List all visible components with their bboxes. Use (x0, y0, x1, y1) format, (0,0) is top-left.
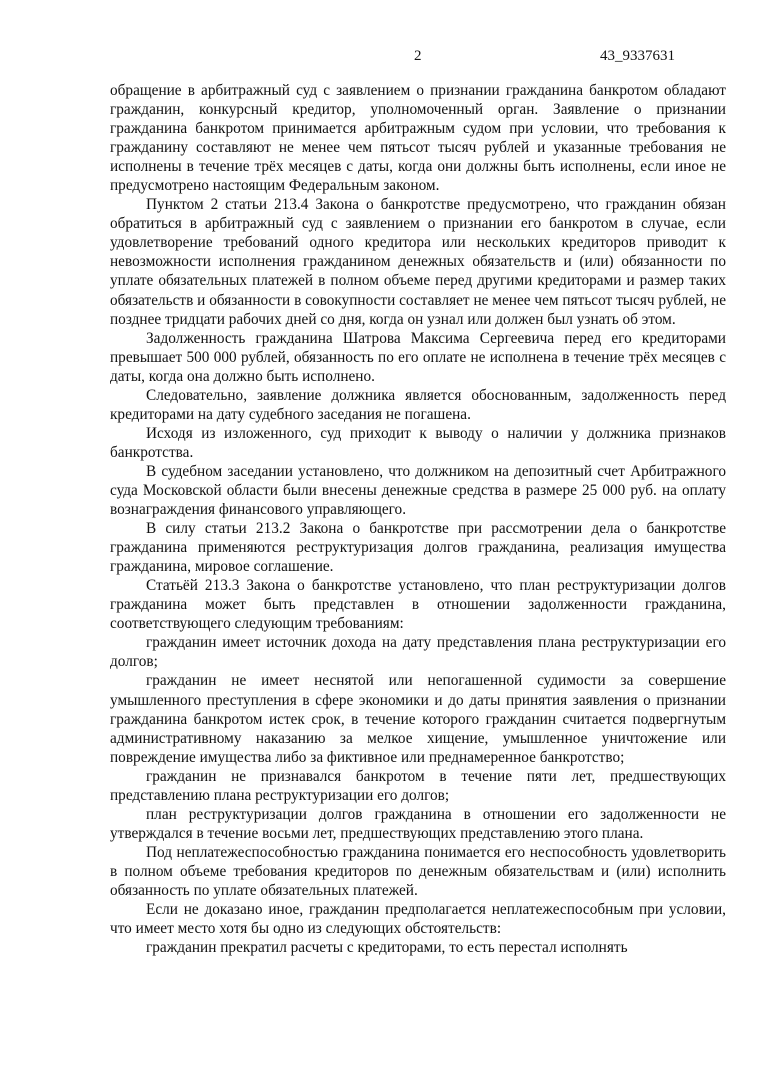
list-paragraph: гражданин не признавался банкротом в течение пяти лет, предшествующих представлению плана реструктуризации его долгов; (110, 767, 726, 804)
paragraph: Если не доказано иное, гражданин предполагается неплатежеспособным при условии, что имеет место хотя бы одно из следующих обстоятельств: (110, 901, 726, 938)
page-header (0, 46, 764, 66)
paragraph: Задолженность гражданина Шатрова Максима Сергеевича перед его кредиторами превышает 500 000 рублей, обязанность по его оплате не исполнена в течение трёх месяцев с даты, когда она должно быть исполнено. (110, 329, 726, 385)
paragraph: В судебном заседании установлено, что должником на депозитный счет Арбитражного суда Московской области были внесены денежные средства в размере 25 000 руб. на оплату вознаграждения финансового управляющего. (110, 462, 726, 519)
page-number: 2 (414, 48, 422, 64)
paragraph-truncated: гражданин прекратил расчеты с кредиторами, то есть перестал исполнять (146, 939, 628, 957)
document-body (110, 81, 726, 957)
paragraph-continued: обращение в арбитражный суд с заявлением о признании гражданина банкротом обладают гражданин, конкурсный кредитор, уполномоченный орган. Заявление о признании гражданина банкротом принимается арбитражным судом при условии, что требования к гражданину составляют не менее чем пятьсот тысяч рублей и указанные требования не исполнены в течение трёх месяцев с даты, когда они должны быть исполнены, если иное не предусмотрено настоящим Федеральным законом. (110, 82, 726, 195)
paragraph: Следовательно, заявление должника является обоснованным, задолженность перед кредиторами на дату судебного заседания не погашена. (110, 386, 726, 423)
document-id: 43_9337631 (600, 48, 675, 64)
paragraph: Пунктом 2 статьи 213.4 Закона о банкротстве предусмотрено, что гражданин обязан обратиться в арбитражный суд с заявлением о признании его банкротом в случае, если удовлетворение требований одного кредитора или нескольких кредиторов приводит к невозможности исполнения гражданином денежных обязательств и (или) обязанности по уплате обязательных платежей в полном объеме перед другими кредиторами и размер таких обязательств и обязанности в совокупности составляет не менее чем пятьсот тысяч рублей, не позднее тридцати рабочих дней со дня, когда он узнал или должен был узнать об этом. (110, 196, 726, 328)
paragraph: В силу статьи 213.2 Закона о банкротстве при рассмотрении дела о банкротстве гражданина применяются реструктуризация долгов гражданина, реализация имущества гражданина, мировое соглашение. (110, 520, 726, 576)
paragraph: Под неплатежеспособностью гражданина понимается его неспособность удовлетворить в полном объеме требования кредиторов по денежным обязательствам и (или) исполнить обязанность по уплате обязательных платежей. (110, 843, 726, 899)
list-paragraph: гражданин не имеет неснятой или непогашенной судимости за совершение умышленного преступления в сфере экономики и до даты принятия заявления о признании гражданина банкротом истек срок, в течение которого гражданин считается подвергнутым административному наказанию за мелкое хищение, умышленное уничтожение или повреждение имущества либо за фиктивное или преднамеренное банкротство; (110, 672, 726, 766)
list-paragraph: гражданин имеет источник дохода на дату представления плана реструктуризации его долгов; (110, 634, 726, 671)
paragraph: Статьёй 213.3 Закона о банкротстве установлено, что план реструктуризации долгов гражданина может быть представлен в отношении задолженности гражданина, соответствующего следующим требованиям: (110, 577, 726, 633)
paragraph: Исходя из изложенного, суд приходит к выводу о наличии у должника признаков банкротства. (110, 424, 726, 461)
list-paragraph: план реструктуризации долгов гражданина в отношении его задолженности не утверждался в течение восьми лет, предшествующих представлению этого плана. (110, 805, 726, 842)
